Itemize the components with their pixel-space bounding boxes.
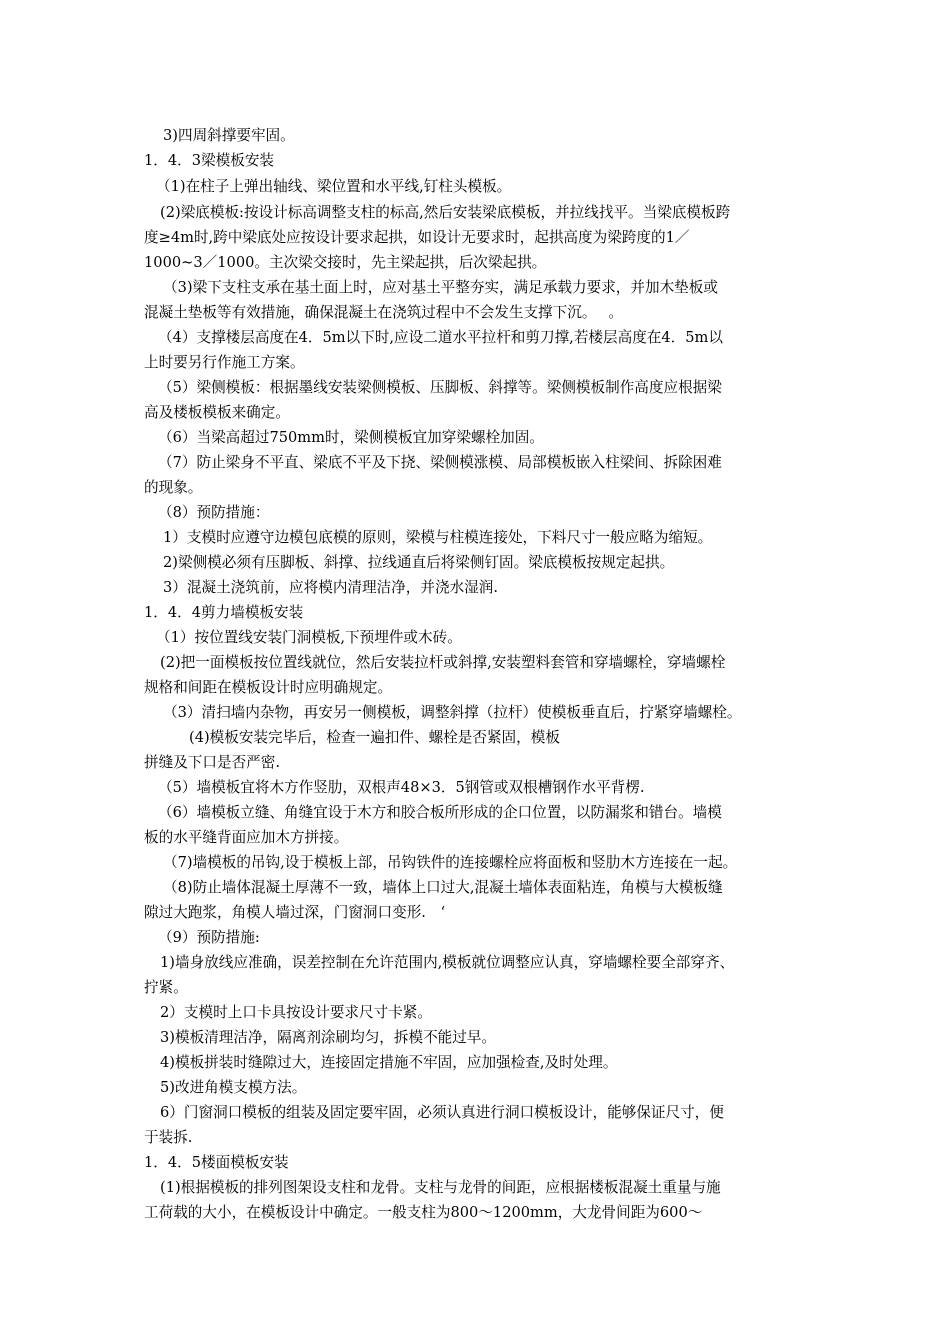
text-line: 3)四周斜撑要牢固。 xyxy=(163,127,295,144)
text-line: （5）梁侧模板：根据墨线安装梁侧模板、压脚板、斜撑等。梁侧模板制作高度应根据梁 xyxy=(158,379,722,396)
text-line: (4)模板安装完毕后，检查一遍扣件、螺栓是否紧固，模板 xyxy=(189,729,560,746)
text-line: 拧紧。 xyxy=(144,979,188,996)
text-line: 3)模板清理洁净，隔离剂涂刷均匀，拆模不能过早。 xyxy=(160,1029,497,1046)
text-line: 6）门窗洞口模板的组装及固定要牢固，必须认真进行洞口模板设计，能够保证尺寸，便 xyxy=(160,1104,724,1121)
section-heading: 1．4．4剪力墙模板安装 xyxy=(144,604,304,621)
text-line: 的现象。 xyxy=(144,479,203,496)
text-line: 板的水平缝背面应加木方拼接。 xyxy=(144,829,349,846)
text-line: 拼缝及下口是否严密. xyxy=(144,754,280,771)
text-line: （4）支撑楼层高度在4．5m以下时,应设二道水平拉杆和剪刀撑,若楼层高度在4．5m以 xyxy=(158,329,723,346)
text-line: （6）墙模板立缝、角缝宜设于木方和胶合板所形成的企口位置，以防漏浆和错台。墙模 xyxy=(158,804,722,821)
text-line: （3)梁下支柱支承在基土面上时，应对基土平整夯实，满足承载力要求，并加木垫板或 xyxy=(163,279,718,296)
text-line: 2)梁侧模必须有压脚板、斜撑、拉线通直后将梁侧钉固。梁底模板按规定起拱。 xyxy=(163,554,675,571)
text-line: （8)防止墙体混凝土厚薄不一致，墙体上口过大,混凝土墙体表面粘连，角模与大模板缝 xyxy=(163,879,723,896)
text-line: 工荷载的大小，在模板设计中确定。一般支柱为800～1200mm，大龙骨间距为600～ xyxy=(144,1204,703,1221)
text-line: 混凝土垫板等有效措施，确保混凝土在浇筑过程中不会发生支撑下沉。 。 xyxy=(144,304,623,321)
section-heading: 1．4．3梁模板安装 xyxy=(144,152,275,169)
text-line: （7)墙模板的吊钩,设于模板上部，吊钩铁件的连接螺栓应将面板和竖肋木方连接在一起。 xyxy=(163,854,738,871)
text-line: 高及楼板模板来确定。 xyxy=(144,404,290,421)
text-line: （6）当梁高超过750mm时，梁侧模板宜加穿梁螺栓加固。 xyxy=(158,429,544,446)
text-line: 2）支模时上口卡具按设计要求尺寸卡紧。 xyxy=(160,1004,432,1021)
text-line: （1）按位置线安装门洞模板,下预埋件或木砖。 xyxy=(156,629,462,646)
text-line: 1)墙身放线应准确，误差控制在允许范围内,模板就位调整应认真，穿墙螺栓要全部穿齐、 xyxy=(160,954,735,971)
text-line: (1)根据模板的排列图架设支柱和龙骨。支柱与龙骨的间距，应根据楼板混凝土重量与施 xyxy=(160,1179,721,1196)
text-line: 1）支模时应遵守边模包底模的原则，梁模与柱模连接处，下料尺寸一般应略为缩短。 xyxy=(163,529,713,546)
text-line: （5）墙模板宜将木方作竖肋，双根声48×3．5钢管或双根槽钢作水平背楞. xyxy=(158,779,645,796)
section-heading: 1．4．5楼面模板安装 xyxy=(144,1154,289,1171)
text-line: （7）防止梁身不平直、梁底不平及下挠、梁侧模涨模、局部模板嵌入柱梁间、拆除困难 xyxy=(158,454,722,471)
text-line: 规格和间距在模板设计时应明确规定。 xyxy=(144,679,393,696)
text-line: 3）混凝土浇筑前，应将模内清理洁净，并浇水湿润. xyxy=(163,579,498,596)
text-line: （8）预防措施： xyxy=(158,504,270,521)
text-line: 4)模板拼装时缝隙过大，连接固定措施不牢固，应加强检查,及时处理。 xyxy=(160,1054,618,1071)
text-line: 1000~3／1000。主次梁交接时，先主梁起拱，后次梁起拱。 xyxy=(144,254,547,271)
text-line: 于装拆. xyxy=(144,1129,193,1146)
text-line: （3）清扫墙内杂物，再安另一侧模板，调整斜撑（拉杆）使模板垂直后，拧紧穿墙螺栓。 xyxy=(163,704,742,721)
text-line: 5)改进角模支模方法。 xyxy=(160,1079,307,1096)
text-line: 度≥4m时,跨中梁底处应按设计要求起拱，如设计无要求时，起拱高度为梁跨度的1／ xyxy=(144,229,690,246)
text-line: （1)在柱子上弹出轴线、梁位置和水平线,钉柱头模板。 xyxy=(156,178,512,195)
text-line: 隙过大跑浆，角模人墙过深，门窗洞口变形. ‘ xyxy=(144,904,446,921)
text-line: （9）预防措施: xyxy=(158,929,260,946)
text-line: (2)把一面模板按位置线就位，然后安装拉杆或斜撑,安装塑料套管和穿墙螺栓，穿墙螺栓 xyxy=(160,654,726,671)
text-line: (2)梁底模板:按设计标高调整支柱的标高,然后安装梁底模板，并拉线找平。当梁底模板跨 xyxy=(160,204,731,221)
text-line: 上时要另行作施工方案。 xyxy=(144,354,305,371)
